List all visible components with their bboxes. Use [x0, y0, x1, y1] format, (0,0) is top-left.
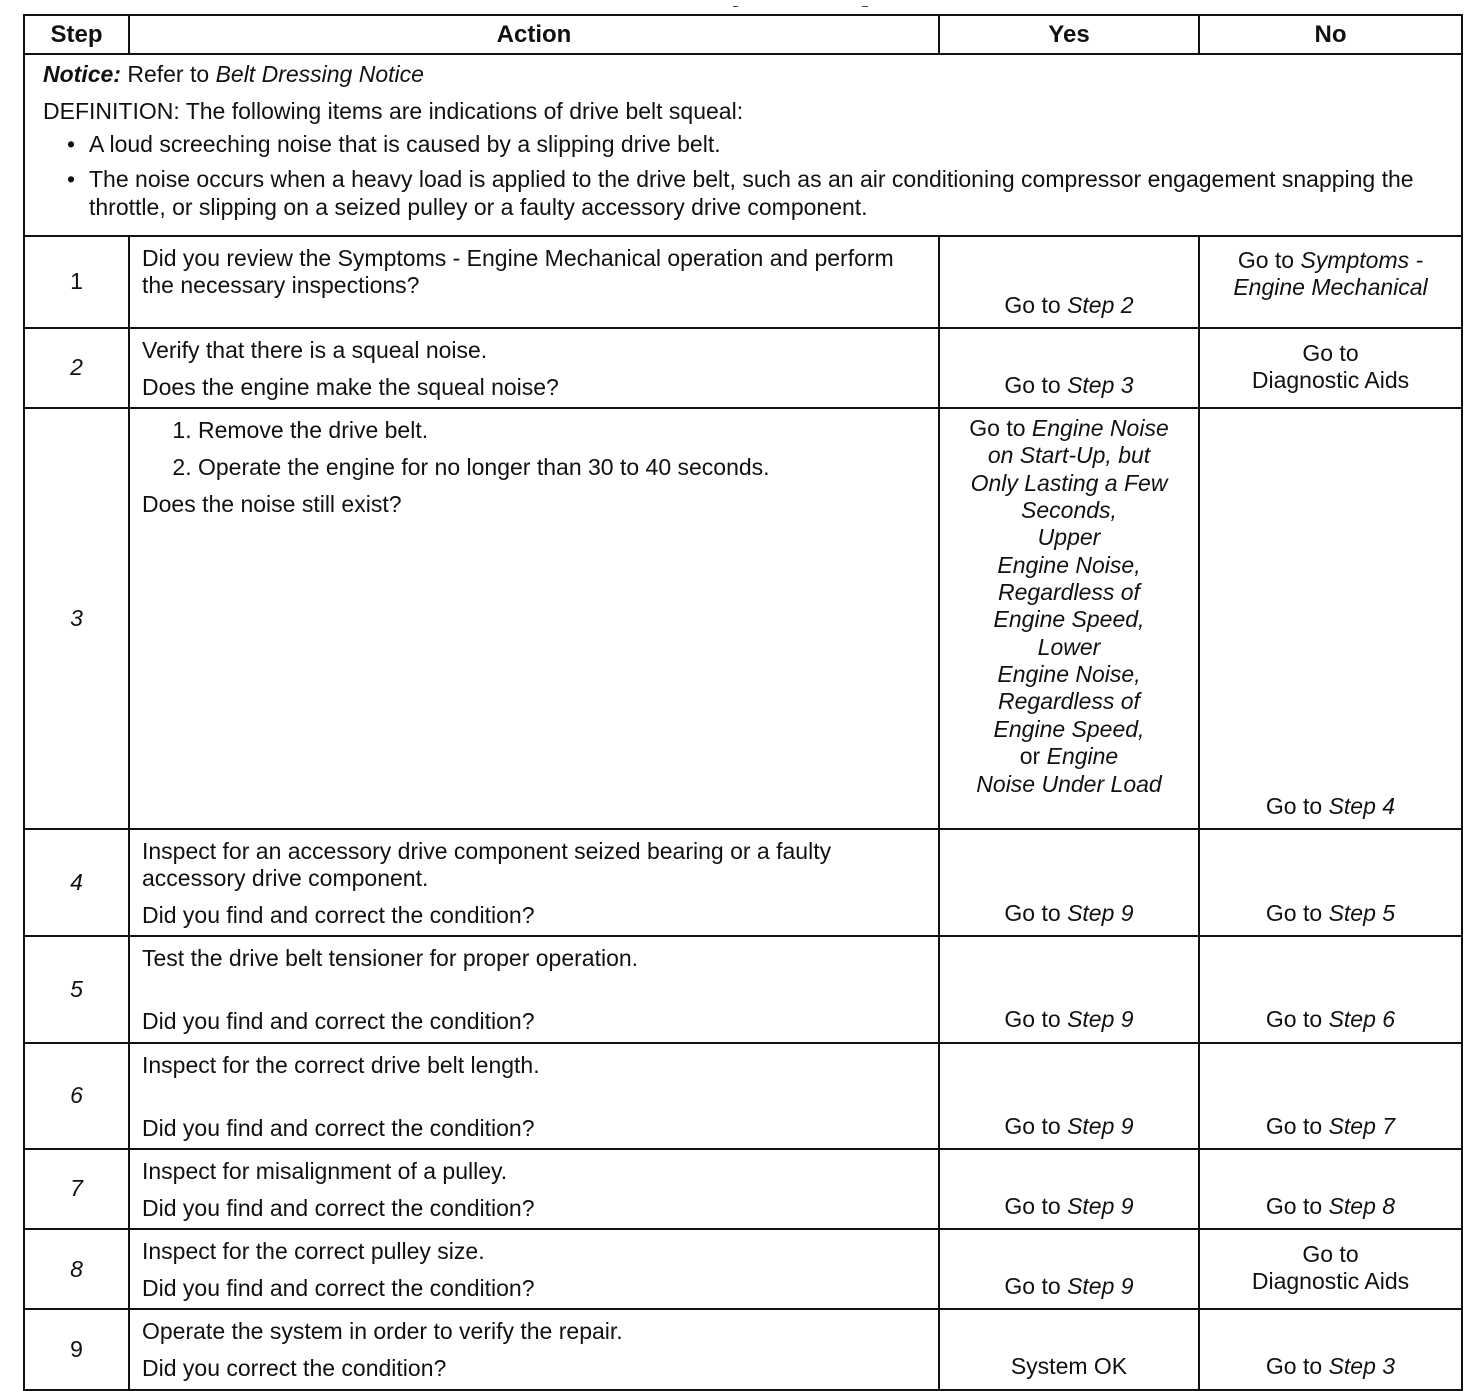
no-cell — [1199, 1309, 1462, 1389]
definition-bullet: • A loud screeching noise that is caused by a slipping drive belt. — [89, 131, 1445, 158]
step-number: 2 — [24, 328, 129, 408]
no-cell — [1199, 829, 1462, 936]
no-prefix: Go to — [1265, 1353, 1329, 1380]
yes-prefix: Go to — [1004, 900, 1068, 927]
yes-target: Step 3 — [1067, 371, 1134, 398]
yes-target: Step 9 — [1067, 1192, 1134, 1219]
no-target: Step 6 — [1328, 1006, 1396, 1033]
yes-target: Seconds, — [1021, 496, 1117, 523]
action-cell — [129, 1043, 939, 1149]
no-target: Symptoms - Engine Mechanical — [1233, 246, 1428, 300]
yes-target: Step 9 — [1067, 1006, 1134, 1033]
definition-bullet: • The noise occurs when a heavy load is applied to the drive belt, such as an air conditioning compressor engagement snapping the throttle, or slipping on a seized pulley or a faulty accessory drive component. — [89, 166, 1445, 220]
action-text: Operate the system in order to verify the repair. — [142, 1318, 623, 1345]
yes-target: Regardless of — [998, 579, 1140, 606]
no-target: Step 7 — [1328, 1112, 1396, 1139]
no-cell — [1199, 936, 1462, 1042]
action-text: Verify that there is a squeal noise. — [142, 336, 488, 363]
no-cell — [1199, 408, 1462, 829]
notice-label: Notice: — [43, 61, 121, 87]
yes-cell — [939, 1149, 1199, 1229]
yes-target: Only Lasting a Few — [970, 469, 1168, 496]
yes-cell — [939, 1309, 1199, 1389]
notice-cell — [24, 54, 1462, 236]
action-text: Inspect for the correct drive belt length. — [142, 1051, 540, 1078]
no-prefix: Go to — [1237, 246, 1301, 273]
action-text: Did you review the Symptoms - Engine Mechanical operation and perform the necessary inspections? — [142, 244, 894, 298]
action-text: Inspect for the correct pulley size. — [142, 1238, 485, 1264]
yes-target: Upper — [1037, 524, 1101, 551]
action-cell — [129, 328, 939, 408]
no-target: Step 3 — [1328, 1353, 1396, 1380]
no-cell — [1199, 1149, 1462, 1229]
yes-cell — [939, 328, 1199, 408]
yes-prefix: Go to — [1004, 291, 1068, 318]
header-yes: Yes — [939, 15, 1199, 54]
no-cell — [1199, 1043, 1462, 1149]
action-question: Did you find and correct the condition? — [142, 1275, 535, 1302]
yes-cell — [939, 936, 1199, 1042]
definition-text: DEFINITION: The following items are indications of drive belt squeal: — [43, 98, 744, 125]
step-row-8 — [24, 1229, 1462, 1309]
scan-mark-right — [862, 6, 868, 7]
yes-target: Step 9 — [1067, 1273, 1134, 1300]
yes-target: Engine — [1046, 743, 1119, 770]
action-step: 2. Operate the engine for no longer than 30 to 40 seconds. — [198, 454, 926, 481]
action-question: Did you find and correct the condition? — [142, 1008, 535, 1035]
no-prefix: Go to — [1265, 1192, 1329, 1219]
step-number: 4 — [24, 829, 129, 936]
step-number: 5 — [24, 936, 129, 1042]
drive-belt-squeal-diagnostic-table — [23, 14, 1463, 1391]
yes-target: Engine Speed, — [993, 715, 1145, 742]
yes-target: Engine Noise, — [997, 661, 1141, 688]
notice-text: Refer to — [120, 61, 216, 87]
header-row — [24, 15, 1462, 54]
no-cell — [1199, 328, 1462, 408]
no-target: Step 5 — [1328, 900, 1396, 927]
yes-cell — [939, 408, 1199, 829]
no-prefix: Go to — [1265, 1112, 1329, 1139]
no-line-2: Diagnostic Aids — [1251, 1268, 1410, 1295]
yes-prefix: Go to — [1004, 1273, 1068, 1300]
action-question: Does the noise still exist? — [142, 491, 402, 518]
step-number: 9 — [24, 1309, 129, 1389]
no-line-2: Diagnostic Aids — [1251, 366, 1410, 393]
definition-bullet-list — [43, 131, 1445, 220]
action-step: 1. Remove the drive belt. — [198, 417, 926, 444]
yes-cell — [939, 829, 1199, 936]
no-cell — [1199, 1229, 1462, 1309]
yes-target: Step 9 — [1067, 900, 1134, 927]
action-cell — [129, 1229, 939, 1309]
no-prefix: Go to — [1265, 792, 1329, 819]
notice-line — [43, 61, 1445, 88]
step-row-2 — [24, 328, 1462, 408]
yes-target: Step 2 — [1067, 291, 1134, 318]
action-cell — [129, 408, 939, 829]
action-text: Inspect for misalignment of a pulley. — [142, 1157, 508, 1184]
no-prefix: Go to — [1265, 900, 1329, 927]
step-row-3 — [24, 408, 1462, 829]
action-cell — [129, 829, 939, 936]
header-step: Step — [24, 15, 129, 54]
yes-target: Regardless of — [998, 688, 1140, 715]
notice-row — [24, 54, 1462, 236]
scan-mark-left — [733, 6, 738, 7]
yes-cell — [939, 236, 1199, 328]
action-question: Did you find and correct the condition? — [142, 902, 535, 929]
step-row-7 — [24, 1149, 1462, 1229]
action-text: Inspect for an accessory drive component seized bearing or a faulty accessory drive component. — [142, 837, 832, 891]
yes-connector: or — [1019, 743, 1047, 770]
step-number: 3 — [24, 408, 129, 829]
action-question: Did you find and correct the condition? — [142, 1194, 535, 1221]
step-row-6 — [24, 1043, 1462, 1149]
step-number: 7 — [24, 1149, 129, 1229]
yes-target: Engine Speed, — [993, 606, 1145, 633]
no-line-1: Go to — [1302, 1241, 1359, 1267]
yes-prefix: Go to — [1004, 371, 1068, 398]
yes-target: Noise Under Load — [976, 770, 1162, 797]
yes-cell — [939, 1043, 1199, 1149]
step-row-5 — [24, 936, 1462, 1042]
yes-target: Engine Noise, — [997, 551, 1141, 578]
header-no: No — [1199, 15, 1462, 54]
action-question: Does the engine make the squeal noise? — [142, 373, 559, 400]
step-row-1 — [24, 236, 1462, 328]
yes-target: on Start-Up, but — [987, 442, 1151, 469]
yes-prefix: Go to — [1004, 1112, 1068, 1139]
step-number: 6 — [24, 1043, 129, 1149]
yes-target: Engine Noise — [1031, 414, 1169, 441]
action-question: Did you correct the condition? — [142, 1355, 447, 1382]
notice-link-text: Belt Dressing Notice — [215, 61, 424, 87]
action-cell — [129, 236, 939, 328]
yes-result: System OK — [1010, 1353, 1128, 1380]
yes-targets — [948, 415, 1190, 798]
yes-prefix: Go to — [1004, 1006, 1068, 1033]
no-cell — [1199, 236, 1462, 328]
action-cell — [129, 1309, 939, 1389]
step-number: 8 — [24, 1229, 129, 1309]
diagnostic-page — [23, 14, 1463, 1391]
action-steps-list — [142, 417, 926, 481]
action-cell — [129, 1149, 939, 1229]
header-action: Action — [129, 15, 939, 54]
no-prefix: Go to — [1265, 1006, 1329, 1033]
no-target: Step 4 — [1328, 792, 1396, 819]
yes-prefix: Go to — [1004, 1192, 1068, 1219]
step-row-4 — [24, 829, 1462, 936]
action-cell — [129, 936, 939, 1042]
yes-prefix: Go to — [969, 414, 1032, 441]
yes-target: Lower — [1037, 633, 1101, 660]
step-row-9 — [24, 1309, 1462, 1389]
action-question: Did you find and correct the condition? — [142, 1114, 535, 1141]
yes-target: Step 9 — [1067, 1112, 1134, 1139]
no-target: Step 8 — [1328, 1192, 1396, 1219]
yes-cell — [939, 1229, 1199, 1309]
no-line-1: Go to — [1302, 339, 1359, 366]
action-text: Test the drive belt tensioner for proper operation. — [142, 945, 639, 972]
step-number: 1 — [24, 236, 129, 328]
